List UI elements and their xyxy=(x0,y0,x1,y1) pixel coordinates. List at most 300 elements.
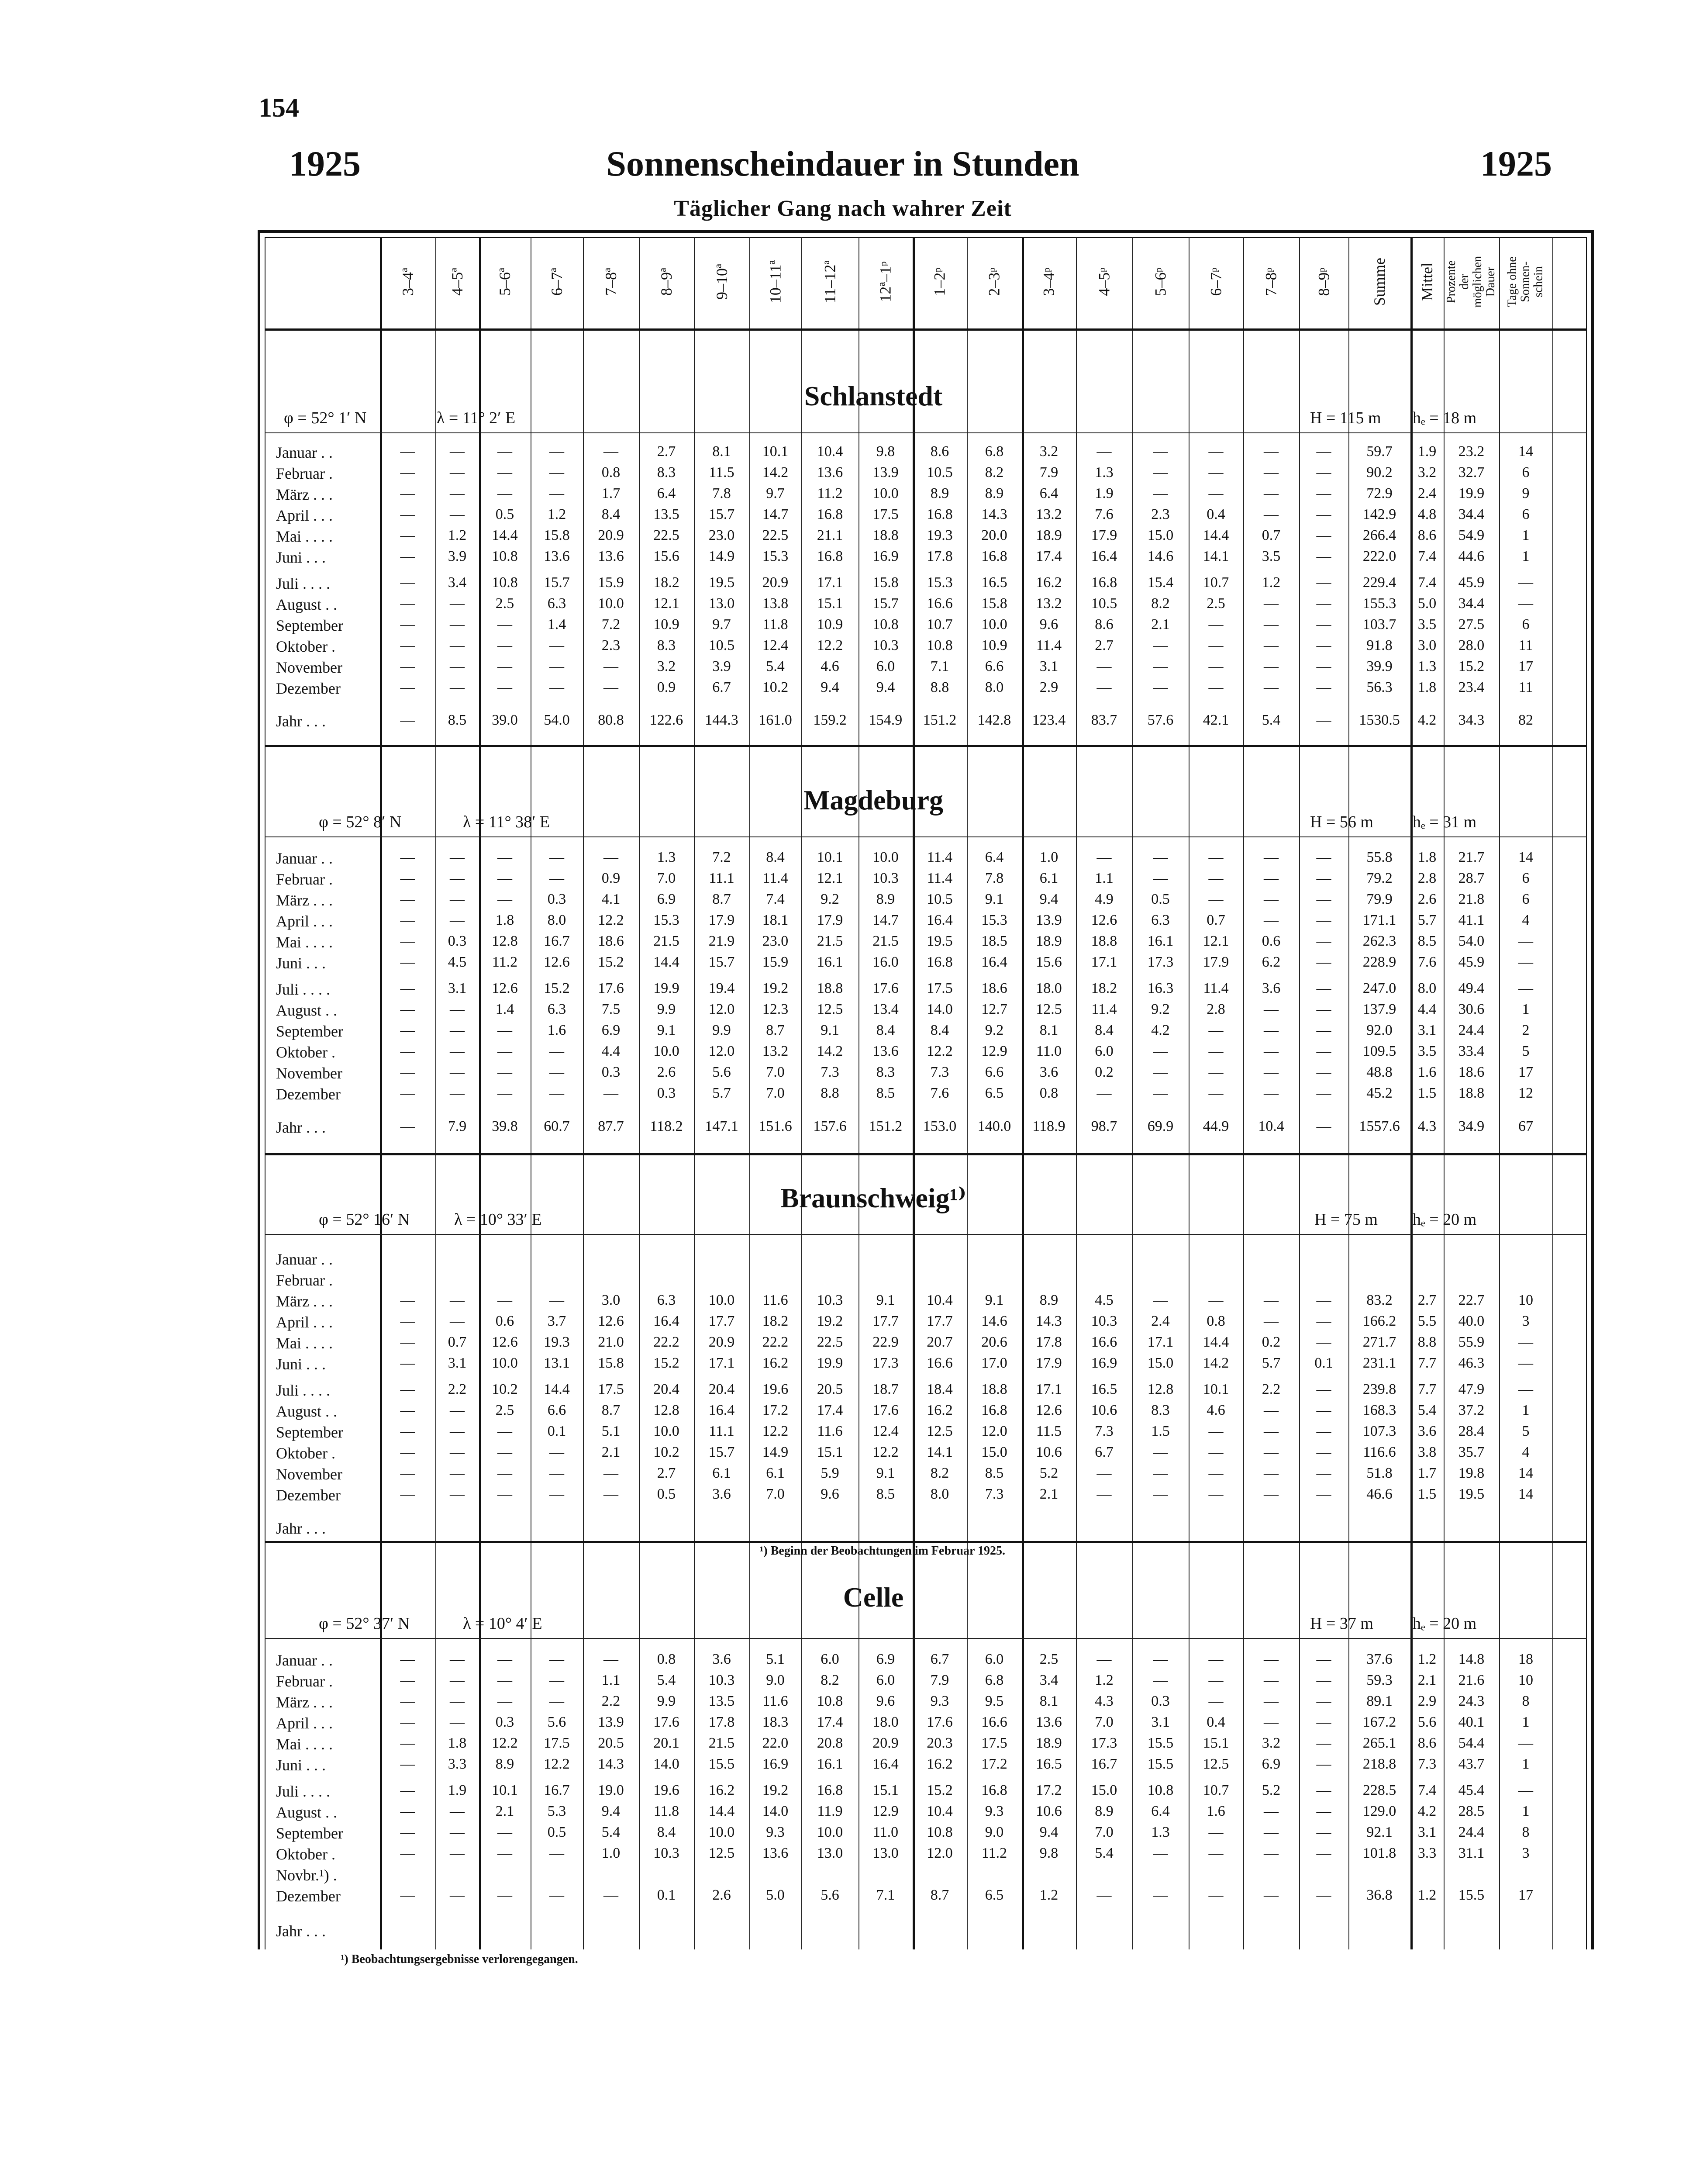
table-cell: 16.8 xyxy=(1091,574,1117,591)
table-cell: — xyxy=(1208,849,1224,865)
table-cell: — xyxy=(549,1651,564,1667)
table-cell: 19.3 xyxy=(544,1334,570,1350)
table-cell: 7.1 xyxy=(876,1887,895,1903)
table-cell: 16.8 xyxy=(981,1402,1007,1418)
table-cell: 1 xyxy=(1522,527,1530,543)
table-cell: 8.2 xyxy=(930,1465,949,1481)
table-cell: 12.6 xyxy=(544,954,570,970)
table-cell: 1.9 xyxy=(448,1782,467,1798)
table-row xyxy=(0,1845,1686,1866)
table-cell: 12.5 xyxy=(817,1001,843,1017)
table-cell: 19.5 xyxy=(1458,1486,1485,1502)
table-cell: — xyxy=(400,1292,415,1308)
table-cell: 8.0 xyxy=(930,1486,949,1502)
table-cell: — xyxy=(603,443,618,460)
table-cell: 8.1 xyxy=(712,443,731,460)
table-cell: 10.3 xyxy=(872,637,899,653)
table-cell: 72.9 xyxy=(1366,485,1393,501)
column-header-label: 8–9ᵖ xyxy=(1315,267,1333,296)
table-cell: 14.6 xyxy=(981,1313,1007,1329)
table-cell: — xyxy=(1208,1693,1224,1709)
table-cell: — xyxy=(450,443,465,460)
table-cell: — xyxy=(1208,1672,1224,1688)
table-cell: — xyxy=(450,1845,465,1861)
row-label: September xyxy=(276,1023,343,1040)
table-cell: 7.6 xyxy=(1417,954,1437,970)
station-name: Magdeburg xyxy=(803,784,943,816)
table-cell: 142.8 xyxy=(977,712,1011,728)
table-cell: — xyxy=(1316,1423,1331,1439)
table-cell: 20.0 xyxy=(981,527,1007,543)
table-cell: — xyxy=(450,1486,465,1502)
table-cell: 16.7 xyxy=(1091,1756,1117,1772)
row-label: August . . xyxy=(276,1002,338,1019)
table-cell: 12.6 xyxy=(598,1313,624,1329)
table-cell: 10.0 xyxy=(981,616,1007,632)
table-cell: 18.2 xyxy=(653,574,679,591)
row-label: August . . xyxy=(276,1403,338,1420)
table-cell: 28.4 xyxy=(1458,1423,1485,1439)
table-cell: 5.6 xyxy=(712,1064,731,1080)
table-cell: 17.1 xyxy=(1036,1381,1062,1397)
table-cell: 22.0 xyxy=(762,1735,789,1751)
table-cell: 6.0 xyxy=(821,1651,839,1667)
table-cell: 140.0 xyxy=(977,1118,1011,1134)
table-cell: 15.5 xyxy=(1458,1887,1485,1903)
table-cell: 5.6 xyxy=(821,1887,839,1903)
table-cell: — xyxy=(1153,870,1168,886)
table-cell: 11.2 xyxy=(492,954,518,970)
table-cell: 2.1 xyxy=(1039,1486,1058,1502)
table-cell: — xyxy=(1208,485,1224,501)
table-row xyxy=(0,1866,1686,1887)
table-cell: 1.9 xyxy=(1095,485,1114,501)
table-cell: 1.4 xyxy=(547,616,566,632)
table-cell: — xyxy=(1153,849,1168,865)
table-cell: 8.3 xyxy=(657,464,676,480)
table-cell: 9.8 xyxy=(876,443,895,460)
table-cell: 12.8 xyxy=(492,933,518,949)
table-cell: 10.0 xyxy=(598,595,624,612)
table-cell: — xyxy=(450,1022,465,1038)
table-cell: 0.8 xyxy=(1207,1313,1225,1329)
table-cell: — xyxy=(603,658,618,674)
table-cell: 17.6 xyxy=(872,980,899,996)
table-cell: — xyxy=(400,1064,415,1080)
table-cell: — xyxy=(400,1465,415,1481)
table-cell: — xyxy=(549,1465,564,1481)
table-cell: 80.8 xyxy=(598,712,624,728)
table-cell: 39.8 xyxy=(492,1118,518,1134)
table-cell: 3.3 xyxy=(1417,1845,1437,1861)
table-cell: — xyxy=(497,485,512,501)
table-cell: 129.0 xyxy=(1362,1803,1396,1819)
row-label: Jahr . . . xyxy=(276,1922,326,1940)
table-row xyxy=(0,1402,1686,1423)
table-cell: 2.3 xyxy=(1151,506,1170,522)
table-cell: — xyxy=(1316,849,1331,865)
row-label: Juli . . . . xyxy=(276,981,331,998)
table-cell: 10.4 xyxy=(817,443,843,460)
table-cell: 7.3 xyxy=(1417,1756,1437,1772)
table-row xyxy=(0,506,1686,527)
year-right: 1925 xyxy=(1480,144,1552,183)
table-cell: 0.5 xyxy=(657,1486,676,1502)
table-cell: 9.9 xyxy=(657,1001,676,1017)
table-cell: 10.1 xyxy=(762,443,789,460)
table-cell: 18.8 xyxy=(1091,933,1117,949)
row-label: Juli . . . . xyxy=(276,1783,331,1800)
table-cell: — xyxy=(603,679,618,695)
table-cell: 5.7 xyxy=(712,1085,731,1101)
table-cell: — xyxy=(1518,595,1533,612)
table-cell: 4.5 xyxy=(448,954,467,970)
table-cell: 1.8 xyxy=(1417,679,1437,695)
table-cell: — xyxy=(1153,1043,1168,1059)
table-row xyxy=(0,679,1686,700)
table-row xyxy=(0,1001,1686,1022)
table-cell: — xyxy=(1518,1355,1533,1371)
table-cell: 9.1 xyxy=(985,891,1004,907)
table-cell: 2.7 xyxy=(657,443,676,460)
table-cell: — xyxy=(1264,1803,1279,1819)
table-cell: — xyxy=(1096,1486,1112,1502)
table-cell: 16.1 xyxy=(1147,933,1174,949)
table-cell: 40.1 xyxy=(1458,1714,1485,1730)
table-cell: 16.4 xyxy=(708,1402,735,1418)
table-cell: 5.7 xyxy=(1417,912,1437,928)
table-cell: 2.4 xyxy=(1417,485,1437,501)
table-cell: — xyxy=(1264,849,1279,865)
table-cell: 17.4 xyxy=(817,1714,843,1730)
table-cell: — xyxy=(1264,658,1279,674)
table-cell: 16.9 xyxy=(872,548,899,564)
table-cell: — xyxy=(549,658,564,674)
table-cell: 2.1 xyxy=(1151,616,1170,632)
table-cell: 16.9 xyxy=(762,1756,789,1772)
table-cell: 7.2 xyxy=(712,849,731,865)
table-cell: 7.4 xyxy=(1417,1782,1437,1798)
table-cell: 12.4 xyxy=(872,1423,899,1439)
table-cell: — xyxy=(1153,1672,1168,1688)
table-cell: — xyxy=(450,1402,465,1418)
table-cell: — xyxy=(1316,1313,1331,1329)
table-cell: 23.2 xyxy=(1458,443,1485,460)
table-cell: 16.7 xyxy=(544,1782,570,1798)
column-header xyxy=(639,245,694,319)
table-cell: — xyxy=(1096,1465,1112,1481)
table-cell: 17.9 xyxy=(1036,1355,1062,1371)
table-cell: — xyxy=(450,849,465,865)
table-cell: 137.9 xyxy=(1362,1001,1396,1017)
table-row xyxy=(0,1486,1686,1507)
table-cell: 1.6 xyxy=(1417,1064,1437,1080)
table-cell: 18.8 xyxy=(872,527,899,543)
table-cell: — xyxy=(1153,679,1168,695)
table-cell: — xyxy=(400,1001,415,1017)
table-cell: 6.0 xyxy=(876,658,895,674)
table-cell: — xyxy=(1153,464,1168,480)
table-cell: 7.3 xyxy=(985,1486,1004,1502)
table-cell: 1 xyxy=(1522,1402,1530,1418)
table-cell: — xyxy=(400,1355,415,1371)
table-cell: — xyxy=(1316,616,1331,632)
table-cell: 10.3 xyxy=(817,1292,843,1308)
table-cell: 1 xyxy=(1522,1756,1530,1772)
station-header-line xyxy=(265,432,1587,433)
table-cell: — xyxy=(1153,1292,1168,1308)
table-cell: — xyxy=(1208,891,1224,907)
table-cell: — xyxy=(1208,616,1224,632)
column-header-label: 3–4ᵖ xyxy=(1040,267,1058,296)
table-row xyxy=(0,933,1686,954)
table-cell: 9.3 xyxy=(985,1803,1004,1819)
table-cell: — xyxy=(1316,1402,1331,1418)
table-cell: 10.8 xyxy=(927,1824,953,1840)
table-cell: 1.2 xyxy=(448,527,467,543)
table-cell: 15.8 xyxy=(598,1355,624,1371)
table-cell: 24.4 xyxy=(1458,1824,1485,1840)
table-cell: 20.3 xyxy=(927,1735,953,1751)
table-cell: 16.8 xyxy=(981,1782,1007,1798)
table-cell: — xyxy=(1264,1001,1279,1017)
table-cell: 9.4 xyxy=(1039,1824,1058,1840)
table-cell: — xyxy=(1316,1782,1331,1798)
table-cell: 92.1 xyxy=(1366,1824,1393,1840)
table-cell: 1.4 xyxy=(495,1001,514,1017)
table-cell: 20.9 xyxy=(762,574,789,591)
table-cell: 8.4 xyxy=(930,1022,949,1038)
column-header-label: 3–4ª xyxy=(399,268,417,296)
table-cell: — xyxy=(400,595,415,612)
table-cell: 37.2 xyxy=(1458,1402,1485,1418)
table-cell: — xyxy=(497,1465,512,1481)
table-cell: 17.1 xyxy=(708,1355,735,1371)
table-row-year xyxy=(0,712,1686,733)
table-cell: 4.6 xyxy=(1207,1402,1225,1418)
table-cell: — xyxy=(400,1444,415,1460)
table-cell: — xyxy=(1316,1803,1331,1819)
table-cell: — xyxy=(1264,1714,1279,1730)
table-cell: 10.6 xyxy=(1036,1444,1062,1460)
table-cell: 9.4 xyxy=(601,1803,621,1819)
table-cell: 39.0 xyxy=(492,712,518,728)
table-cell: — xyxy=(1264,1887,1279,1903)
table-cell: — xyxy=(1264,1672,1279,1688)
table-cell: 14.4 xyxy=(544,1381,570,1397)
table-cell: 57.6 xyxy=(1147,712,1174,728)
table-cell: 17.5 xyxy=(981,1735,1007,1751)
table-cell: — xyxy=(400,1381,415,1397)
station-barometer-height: hₑ = 18 m xyxy=(1413,409,1477,427)
row-label: September xyxy=(276,1424,343,1441)
row-label: Mai . . . . xyxy=(276,1334,333,1352)
row-label: Januar . . xyxy=(276,1652,333,1669)
table-cell: 27.5 xyxy=(1458,616,1485,632)
table-cell: 15.0 xyxy=(1147,527,1174,543)
table-cell: 228.9 xyxy=(1362,954,1396,970)
table-row xyxy=(0,595,1686,616)
column-header-label: 2–3ᵖ xyxy=(985,267,1003,296)
table-cell: 45.9 xyxy=(1458,574,1485,591)
table-cell: 8.7 xyxy=(766,1022,785,1038)
table-cell: 16.2 xyxy=(927,1402,953,1418)
table-cell: 5 xyxy=(1522,1043,1530,1059)
table-cell: 15.5 xyxy=(1147,1735,1174,1751)
table-cell: 12.5 xyxy=(927,1423,953,1439)
table-cell: 3.8 xyxy=(1417,1444,1437,1460)
table-cell: 7.5 xyxy=(601,1001,621,1017)
table-cell: 17.9 xyxy=(1091,527,1117,543)
table-cell: 13.6 xyxy=(598,548,624,564)
table-cell: — xyxy=(450,1444,465,1460)
table-cell: 14.0 xyxy=(653,1756,679,1772)
table-cell: 15.7 xyxy=(544,574,570,591)
table-cell: — xyxy=(1153,1651,1168,1667)
table-cell: 6.5 xyxy=(985,1887,1004,1903)
table-cell: — xyxy=(450,1292,465,1308)
column-header-label: 8–9ª xyxy=(658,268,675,296)
table-cell: 3.6 xyxy=(1262,980,1281,996)
table-cell: — xyxy=(400,1423,415,1439)
table-cell: 10.1 xyxy=(817,849,843,865)
table-cell: 18.2 xyxy=(1091,980,1117,996)
table-cell: 56.3 xyxy=(1366,679,1393,695)
table-cell: 157.6 xyxy=(813,1118,847,1134)
table-cell: 6 xyxy=(1522,616,1530,632)
table-cell: 13.6 xyxy=(544,548,570,564)
table-cell: — xyxy=(1208,658,1224,674)
station-latitude: φ = 52° 1′ N xyxy=(284,409,367,427)
table-cell: — xyxy=(400,1486,415,1502)
table-cell: 18.9 xyxy=(1036,933,1062,949)
table-cell: 8.1 xyxy=(1039,1022,1058,1038)
table-cell: 15.1 xyxy=(817,1444,843,1460)
table-cell: 14.4 xyxy=(653,954,679,970)
table-cell: — xyxy=(450,1714,465,1730)
table-cell: — xyxy=(400,527,415,543)
table-cell: 15.8 xyxy=(872,574,899,591)
table-cell: 262.3 xyxy=(1362,933,1396,949)
table-cell: 171.1 xyxy=(1362,912,1396,928)
table-cell: 5.4 xyxy=(657,1672,676,1688)
table-cell: 20.1 xyxy=(653,1735,679,1751)
table-cell: — xyxy=(450,464,465,480)
table-cell: 9.1 xyxy=(657,1022,676,1038)
table-cell: — xyxy=(549,1085,564,1101)
table-cell: 12.8 xyxy=(1147,1381,1174,1397)
table-cell: 14.3 xyxy=(1036,1313,1062,1329)
table-cell: 20.9 xyxy=(598,527,624,543)
table-cell: 15.0 xyxy=(1147,1355,1174,1371)
table-cell: — xyxy=(1208,1423,1224,1439)
table-cell: — xyxy=(450,1824,465,1840)
table-cell: — xyxy=(400,1118,415,1134)
table-cell: 3 xyxy=(1522,1845,1530,1861)
table-cell: 12.1 xyxy=(817,870,843,886)
table-row xyxy=(0,849,1686,870)
column-header-label: 1–2ᵖ xyxy=(931,267,948,296)
column-header-label: 7–8ᵖ xyxy=(1262,267,1280,296)
table-cell: 15.3 xyxy=(653,912,679,928)
table-cell: — xyxy=(400,616,415,632)
table-cell: — xyxy=(1316,954,1331,970)
table-cell: 271.7 xyxy=(1362,1334,1396,1350)
table-cell: 98.7 xyxy=(1091,1118,1117,1134)
table-cell: 11.9 xyxy=(817,1803,843,1819)
table-cell: — xyxy=(400,849,415,865)
table-cell: — xyxy=(1518,1381,1533,1397)
table-cell: 10.0 xyxy=(492,1355,518,1371)
table-cell: 1.8 xyxy=(448,1735,467,1751)
table-cell: 231.1 xyxy=(1362,1355,1396,1371)
table-cell: — xyxy=(1264,595,1279,612)
table-cell: — xyxy=(497,891,512,907)
row-label: Februar . xyxy=(276,871,333,888)
table-cell: 3.1 xyxy=(1151,1714,1170,1730)
table-cell: 12.6 xyxy=(492,1334,518,1350)
row-label: Jahr . . . xyxy=(276,712,326,730)
table-cell: 79.9 xyxy=(1366,891,1393,907)
station-barometer-height: hₑ = 20 m xyxy=(1413,1614,1477,1633)
table-cell: 3.3 xyxy=(448,1756,467,1772)
table-cell: — xyxy=(603,1085,618,1101)
table-cell: — xyxy=(1316,595,1331,612)
row-label: Mai . . . . xyxy=(276,528,333,545)
table-cell: 11.1 xyxy=(709,870,734,886)
table-cell: — xyxy=(1264,1043,1279,1059)
table-cell: 40.0 xyxy=(1458,1313,1485,1329)
table-cell: 18.8 xyxy=(981,1381,1007,1397)
table-cell: 36.8 xyxy=(1366,1887,1393,1903)
table-cell: 153.0 xyxy=(923,1118,957,1134)
table-cell: 14.4 xyxy=(1203,1334,1229,1350)
table-cell: — xyxy=(1208,1085,1224,1101)
table-cell: — xyxy=(1316,1444,1331,1460)
table-cell: 32.7 xyxy=(1458,464,1485,480)
table-cell: 19.3 xyxy=(927,527,953,543)
table-cell: — xyxy=(400,891,415,907)
table-cell: 0.8 xyxy=(601,464,621,480)
table-cell: 14.6 xyxy=(1147,548,1174,564)
table-cell: 8.6 xyxy=(1095,616,1114,632)
column-header xyxy=(435,245,479,319)
table-cell: 22.2 xyxy=(762,1334,789,1350)
table-cell: 6.7 xyxy=(1095,1444,1114,1460)
column-header-label: Summe xyxy=(1370,257,1388,306)
table-cell: 42.1 xyxy=(1203,712,1229,728)
table-cell: 17.3 xyxy=(1147,954,1174,970)
table-cell: 14 xyxy=(1518,849,1533,865)
table-cell: — xyxy=(450,1001,465,1017)
table-cell: 6 xyxy=(1522,506,1530,522)
table-cell: 23.0 xyxy=(708,527,735,543)
table-cell: 7.1 xyxy=(930,658,949,674)
table-cell: 9.0 xyxy=(985,1824,1004,1840)
table-cell: 3.7 xyxy=(547,1313,566,1329)
table-cell: 159.2 xyxy=(813,712,847,728)
table-cell: — xyxy=(549,1887,564,1903)
table-cell: 17.8 xyxy=(708,1714,735,1730)
table-cell: 24.3 xyxy=(1458,1693,1485,1709)
table-cell: 10.0 xyxy=(708,1824,735,1840)
column-header-label: 12ª–1ᵖ xyxy=(876,261,894,302)
table-cell: — xyxy=(400,912,415,928)
table-cell: 19.6 xyxy=(653,1782,679,1798)
table-cell: 14.4 xyxy=(492,527,518,543)
table-cell: 8.2 xyxy=(821,1672,839,1688)
table-cell: 9.4 xyxy=(821,679,839,695)
